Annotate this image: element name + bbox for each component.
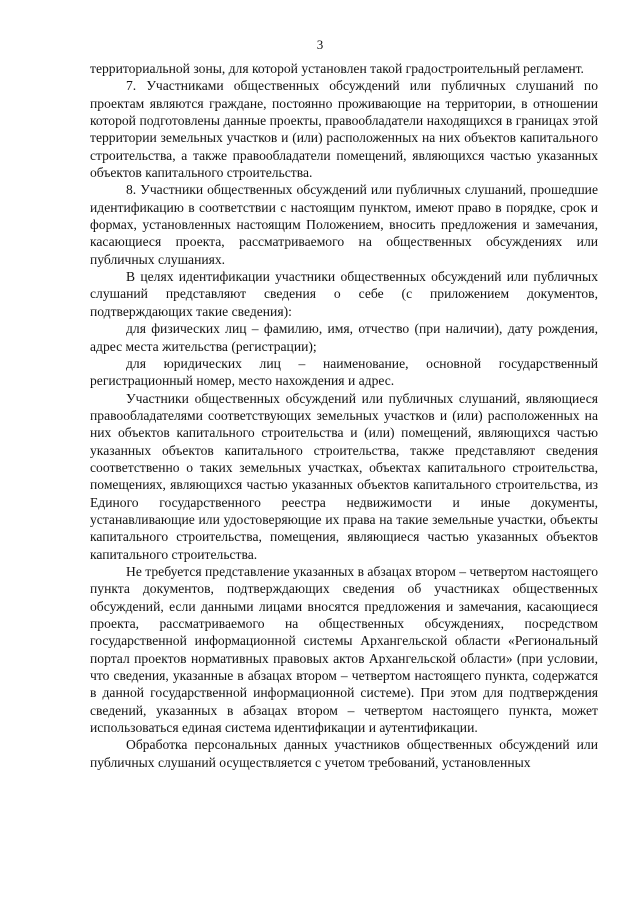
paragraph-rightholders: Участники общественных обсуждений или публичных слушаний, являющиеся правообладателями соответствующих земельных участков и (или) расположенных на них объектов капитального строительства и (или) помещений, являющихся частью указанных объектов капитального строительства, также представляют сведения соответственно о таких земельных участках, объектах капитального строительства, помещениях, являющихся частью указанных объектов капитального строительства, из Единого государственного реестра недвижимости и иные документы, устанавливающие или удостоверяющие их права на такие земельные участки, объекты капитального строительства, помещения, являющиеся частью указанных объектов капитального строительства. — [90, 390, 598, 562]
paragraph-item-7: 7. Участниками общественных обсуждений или публичных слушаний по проектам являются граждане, постоянно проживающие на территории, в отношении которой подготовлены данные проекты, правообладатели находящихся в границах этой территории земельных участков и (или) расположенных на них объектов капитального строительства, а также правообладатели помещений, являющихся частью указанных объектов капитального строительства. — [90, 78, 598, 181]
paragraph-exemption: Не требуется представление указанных в абзацах втором – четвертом настоящего пункта документов, подтверждающих сведения об участниках общественных обсуждений, если данными лицами вносятся предложения и замечания, касающиеся проекта, рассматриваемого на общественных обсуждениях, посредством государственной информационной системы Архангельской области «Региональный портал проектов нормативных правовых актов Архангельской области» (при условии, что сведения, указанные в абзацах втором – четвертом настоящего пункта, содержатся в данной государственной информационной системе). При этом для подтверждения сведений, указанных в абзацах втором – четвертом настоящего пункта, может использоваться единая система идентификации и аутентификации. — [90, 563, 598, 736]
paragraph-item-8: 8. Участники общественных обсуждений или публичных слушаний, прошедшие идентификацию в соответствии с настоящим пунктом, имеют право в порядке, срок и формах, установленных настоящим Положением, вносить предложения и замечания, касающиеся проекта, рассматриваемого на общественных обсуждениях или публичных слушаниях. — [90, 182, 598, 267]
paragraph-personal-data: Обработка персональных данных участников общественных обсуждений или публичных слушаний осуществляется с учетом требований, установленных — [90, 737, 598, 770]
paragraph-continuation: территориальной зоны, для которой установлен такой градостроительный регламент. — [90, 61, 584, 76]
paragraph-legal-entities: для юридических лиц – наименование, основной государственный регистрационный номер, место нахождения и адрес. — [90, 355, 598, 389]
paragraph-identification: В целях идентификации участники общественных обсуждений или публичных слушаний представляют сведения о себе (с приложением документов, подтверждающих такие сведения): — [90, 269, 598, 319]
document-body — [90, 60, 598, 771]
page-number: 3 — [316, 37, 324, 52]
paragraph-individuals: для физических лиц – фамилию, имя, отчество (при наличии), дату рождения, адрес места жительства (регистрации); — [90, 321, 598, 354]
